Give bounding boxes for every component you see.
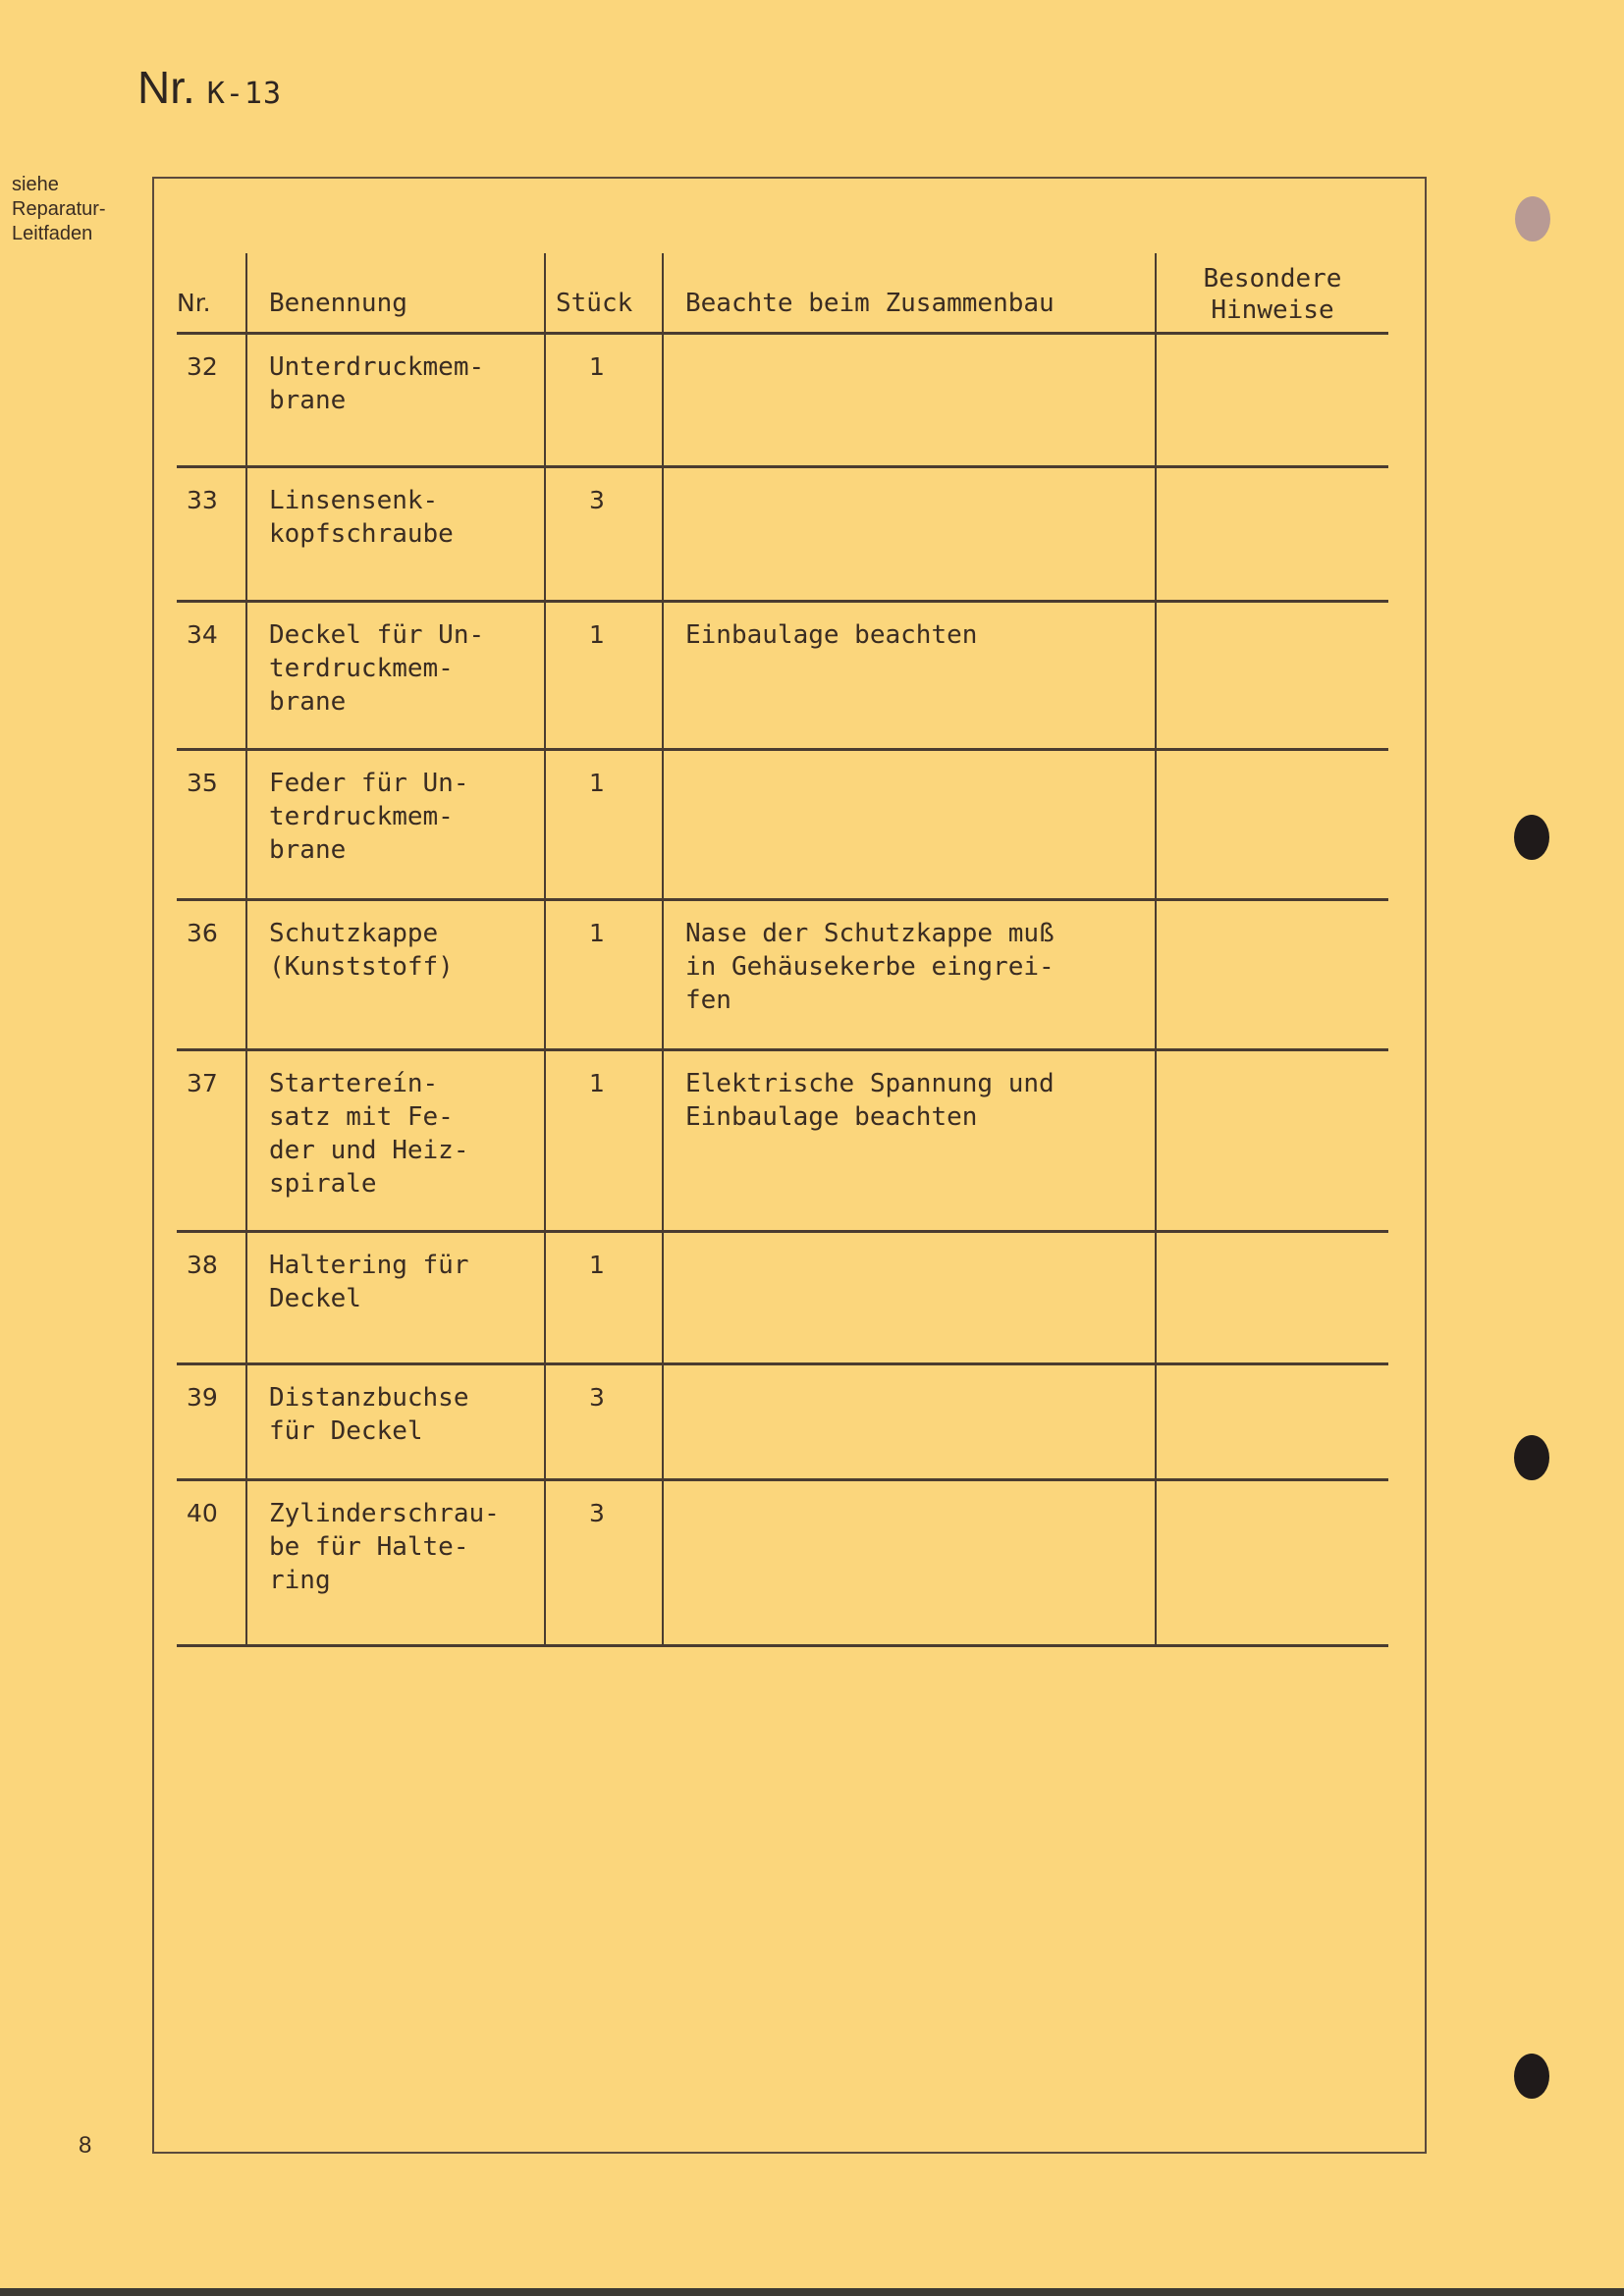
header-nr: Nr. (177, 253, 247, 332)
page-number: 8 (79, 2132, 92, 2159)
document-number (137, 61, 282, 114)
cell-name: Zylinderschrau- be für Halte- ring (247, 1481, 546, 1644)
cell-nr: 32 (177, 335, 247, 465)
cell-qty: 3 (546, 468, 664, 600)
header-assembly: Beachte beim Zusammenbau (664, 253, 1157, 332)
header-qty: Stück (546, 253, 664, 332)
cell-qty: 1 (546, 1051, 664, 1230)
side-note-line: siehe (12, 174, 59, 195)
cell-assembly: Elektrische Spannung und Einbaulage beachten (664, 1051, 1157, 1230)
table-row (177, 468, 1388, 603)
cell-name: Deckel für Un- terdruckmem- brane (247, 603, 546, 748)
cell-name: Feder für Un- terdruckmem- brane (247, 751, 546, 898)
cell-hints (1157, 468, 1388, 600)
cell-hints (1157, 603, 1388, 748)
cell-hints (1157, 335, 1388, 465)
cell-hints (1157, 751, 1388, 898)
punch-hole-icon (1515, 196, 1550, 241)
cell-name: Haltering für Deckel (247, 1233, 546, 1362)
cell-qty: 1 (546, 335, 664, 465)
cell-qty: 3 (546, 1365, 664, 1478)
cell-qty: 1 (546, 751, 664, 898)
cell-nr: 34 (177, 603, 247, 748)
cell-name: Distanzbuchse für Deckel (247, 1365, 546, 1478)
header-name: Benennung (247, 253, 546, 332)
number-label: Nr. (137, 62, 195, 113)
punch-hole-icon (1514, 2054, 1549, 2099)
number-value: K-13 (206, 77, 283, 111)
cell-assembly: Einbaulage beachten (664, 603, 1157, 748)
cell-assembly (664, 1365, 1157, 1478)
cell-assembly: Nase der Schutzkappe muß in Gehäusekerbe eingrei- fen (664, 901, 1157, 1048)
cell-hints (1157, 1051, 1388, 1230)
header-hints: Besondere Hinweise (1203, 264, 1342, 325)
table-row (177, 751, 1388, 901)
side-note-line: Reparatur- (12, 198, 106, 220)
cell-hints (1157, 1481, 1388, 1644)
table-row (177, 335, 1388, 468)
cell-qty: 1 (546, 603, 664, 748)
cell-hints (1157, 901, 1388, 1048)
table-row (177, 1233, 1388, 1365)
table-row (177, 901, 1388, 1051)
cell-name: Startereín- satz mit Fe- der und Heiz- spirale (247, 1051, 546, 1230)
table-row (177, 603, 1388, 751)
cell-nr: 36 (177, 901, 247, 1048)
punch-hole-icon (1514, 815, 1549, 860)
side-note-line: Leitfaden (12, 223, 93, 244)
punch-hole-icon (1514, 1435, 1549, 1480)
cell-hints (1157, 1365, 1388, 1478)
cell-qty: 1 (546, 901, 664, 1048)
bottom-edge (0, 2288, 1624, 2296)
cell-qty: 1 (546, 1233, 664, 1362)
cell-nr: 35 (177, 751, 247, 898)
cell-name: Linsensenk- kopfschraube (247, 468, 546, 600)
cell-qty: 3 (546, 1481, 664, 1644)
cell-name: Unterdruckmem- brane (247, 335, 546, 465)
cell-nr: 39 (177, 1365, 247, 1478)
cell-assembly (664, 468, 1157, 600)
cell-hints (1157, 1233, 1388, 1362)
cell-nr: 40 (177, 1481, 247, 1644)
table-row (177, 1051, 1388, 1233)
table-row (177, 1481, 1388, 1647)
cell-assembly (664, 751, 1157, 898)
cell-assembly (664, 1233, 1157, 1362)
cell-assembly (664, 335, 1157, 465)
table-header (177, 253, 1388, 335)
cell-assembly (664, 1481, 1157, 1644)
cell-name: Schutzkappe (Kunststoff) (247, 901, 546, 1048)
parts-table (177, 253, 1388, 1647)
cell-nr: 37 (177, 1051, 247, 1230)
table-row (177, 1365, 1388, 1481)
cell-nr: 38 (177, 1233, 247, 1362)
side-note (12, 173, 106, 246)
cell-nr: 33 (177, 468, 247, 600)
